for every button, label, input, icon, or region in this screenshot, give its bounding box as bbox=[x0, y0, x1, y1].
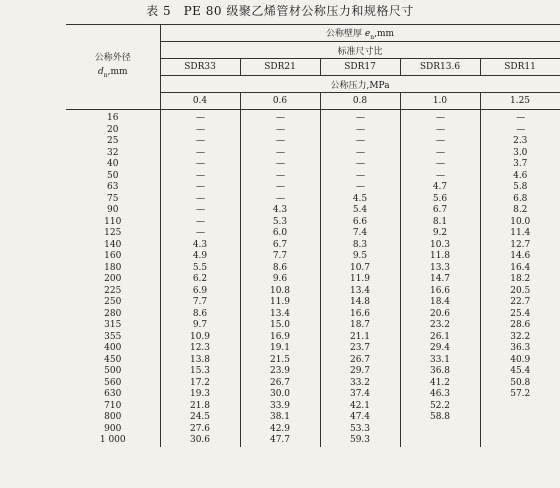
pipe-spec-table bbox=[66, 24, 560, 447]
cell-diameter: 140 bbox=[104, 239, 122, 250]
cell-diameter: 16 bbox=[107, 113, 119, 123]
header-sdr-2: SDR17 bbox=[320, 59, 400, 76]
cell-thickness: — bbox=[240, 182, 320, 194]
cell-thickness: 32.2 bbox=[480, 332, 560, 344]
cell-thickness: 3.7 bbox=[480, 159, 560, 171]
header-wall-symbol: e bbox=[364, 28, 371, 39]
cell-thickness: 29.7 bbox=[320, 366, 400, 378]
cell-thickness: 52.2 bbox=[400, 401, 480, 413]
cell-thickness: — bbox=[240, 125, 320, 137]
cell-thickness: 13.3 bbox=[400, 263, 480, 275]
cell-thickness: — bbox=[320, 125, 400, 137]
cell-thickness: 30.6 bbox=[160, 435, 240, 447]
cell-thickness: 9.5 bbox=[320, 251, 400, 263]
cell-thickness: — bbox=[160, 217, 240, 229]
cell-thickness: 50.8 bbox=[480, 378, 560, 390]
cell-diameter: 25 bbox=[107, 136, 119, 146]
table-row bbox=[66, 401, 560, 413]
cell-thickness: 11.4 bbox=[480, 228, 560, 240]
cell-diameter: 50 bbox=[107, 170, 119, 181]
cell-thickness: — bbox=[320, 110, 400, 125]
cell-thickness: 10.7 bbox=[320, 263, 400, 275]
cell-diameter: 400 bbox=[104, 343, 122, 353]
cell-thickness: 14.6 bbox=[480, 251, 560, 263]
cell-thickness: 37.4 bbox=[320, 389, 400, 401]
cell-thickness: 42.1 bbox=[320, 401, 400, 413]
table-row bbox=[66, 412, 560, 424]
header-pressure-4: 1.25 bbox=[480, 93, 560, 110]
cell-thickness: — bbox=[400, 171, 480, 183]
header-diameter-unit: ,mm bbox=[107, 67, 128, 78]
cell-thickness: — bbox=[240, 159, 320, 171]
header-wall-thickness bbox=[160, 25, 560, 42]
header-wall-unit: ,mm bbox=[374, 28, 395, 39]
cell-thickness: 8.3 bbox=[320, 240, 400, 252]
cell-diameter: 500 bbox=[104, 366, 122, 376]
cell-thickness: 19.3 bbox=[160, 389, 240, 401]
cell-thickness: — bbox=[400, 110, 480, 125]
cell-thickness: 4.3 bbox=[160, 240, 240, 252]
cell-thickness bbox=[400, 435, 480, 447]
cell-diameter: 20 bbox=[107, 124, 119, 135]
cell-thickness: 4.3 bbox=[240, 205, 320, 217]
cell-thickness: 15.0 bbox=[240, 320, 320, 332]
cell-thickness: 5.3 bbox=[240, 217, 320, 229]
cell-thickness: 8.1 bbox=[400, 217, 480, 229]
cell-thickness: — bbox=[160, 125, 240, 137]
cell-thickness: 5.5 bbox=[160, 263, 240, 275]
cell-thickness: 13.4 bbox=[320, 286, 400, 298]
cell-diameter: 560 bbox=[104, 377, 122, 388]
cell-thickness: 42.9 bbox=[240, 424, 320, 436]
cell-thickness: 14.7 bbox=[400, 274, 480, 286]
cell-thickness: 21.5 bbox=[240, 355, 320, 367]
cell-thickness: 36.8 bbox=[400, 366, 480, 378]
cell-thickness: 9.7 bbox=[160, 320, 240, 332]
header-sdr-0: SDR33 bbox=[160, 59, 240, 76]
cell-diameter: 355 bbox=[104, 331, 122, 342]
cell-thickness: 10.8 bbox=[240, 286, 320, 298]
cell-thickness: — bbox=[320, 136, 400, 148]
cell-thickness: 5.6 bbox=[400, 194, 480, 206]
header-wall-text: 公称壁厚 bbox=[326, 28, 365, 39]
header-nominal-diameter bbox=[66, 25, 160, 110]
cell-thickness: 18.7 bbox=[320, 320, 400, 332]
cell-thickness: 16.4 bbox=[480, 263, 560, 275]
header-diameter-sub: n bbox=[103, 71, 108, 79]
cell-thickness: 6.6 bbox=[320, 217, 400, 229]
cell-thickness: — bbox=[240, 194, 320, 206]
cell-thickness: — bbox=[480, 110, 560, 125]
cell-thickness: 16.6 bbox=[400, 286, 480, 298]
cell-thickness: — bbox=[400, 125, 480, 137]
cell-thickness: 23.7 bbox=[320, 343, 400, 355]
cell-thickness: — bbox=[320, 182, 400, 194]
cell-thickness: — bbox=[320, 171, 400, 183]
cell-thickness: 9.2 bbox=[400, 228, 480, 240]
cell-thickness: 33.1 bbox=[400, 355, 480, 367]
cell-thickness: — bbox=[160, 171, 240, 183]
cell-thickness: 29.4 bbox=[400, 343, 480, 355]
cell-thickness: 41.2 bbox=[400, 378, 480, 390]
table-row bbox=[66, 159, 560, 171]
cell-thickness: — bbox=[400, 136, 480, 148]
cell-diameter: 315 bbox=[104, 320, 122, 330]
cell-diameter: 900 bbox=[104, 423, 122, 434]
header-wall-sub: n bbox=[370, 33, 375, 41]
cell-thickness: 15.3 bbox=[160, 366, 240, 378]
cell-diameter: 75 bbox=[107, 193, 119, 204]
cell-thickness: 21.1 bbox=[320, 332, 400, 344]
cell-thickness: 8.2 bbox=[480, 205, 560, 217]
cell-thickness: 26.7 bbox=[240, 378, 320, 390]
cell-diameter: 710 bbox=[104, 400, 122, 411]
cell-thickness: 10.9 bbox=[160, 332, 240, 344]
cell-thickness: 47.7 bbox=[240, 435, 320, 447]
cell-thickness: 13.4 bbox=[240, 309, 320, 321]
cell-thickness: — bbox=[320, 148, 400, 160]
cell-thickness: 7.7 bbox=[240, 251, 320, 263]
cell-thickness: 6.7 bbox=[400, 205, 480, 217]
table-row bbox=[66, 389, 560, 401]
cell-thickness: — bbox=[320, 159, 400, 171]
cell-diameter: 63 bbox=[107, 182, 119, 192]
cell-thickness: 8.6 bbox=[160, 309, 240, 321]
table-row bbox=[66, 148, 560, 160]
header-pressure-2: 0.8 bbox=[320, 93, 400, 110]
cell-thickness: 20.5 bbox=[480, 286, 560, 298]
cell-thickness: — bbox=[400, 159, 480, 171]
cell-thickness bbox=[480, 412, 560, 424]
cell-thickness: 20.6 bbox=[400, 309, 480, 321]
header-diameter-symbol: d bbox=[97, 67, 104, 78]
cell-thickness: 17.2 bbox=[160, 378, 240, 390]
cell-thickness: 2.3 bbox=[480, 136, 560, 148]
cell-thickness: — bbox=[160, 136, 240, 148]
cell-thickness: 27.6 bbox=[160, 424, 240, 436]
cell-thickness bbox=[480, 435, 560, 447]
cell-thickness: 33.2 bbox=[320, 378, 400, 390]
cell-thickness: 4.9 bbox=[160, 251, 240, 263]
cell-thickness: 6.7 bbox=[240, 240, 320, 252]
table-row bbox=[66, 136, 560, 148]
cell-thickness bbox=[480, 424, 560, 436]
cell-thickness: 7.7 bbox=[160, 297, 240, 309]
cell-thickness: — bbox=[160, 194, 240, 206]
cell-thickness: 33.9 bbox=[240, 401, 320, 413]
cell-thickness: 38.1 bbox=[240, 412, 320, 424]
header-sdr: 标准尺寸比 bbox=[160, 42, 560, 59]
cell-thickness: 3.0 bbox=[480, 148, 560, 160]
cell-diameter: 1 000 bbox=[99, 435, 126, 445]
table-row bbox=[66, 125, 560, 137]
table-row bbox=[66, 297, 560, 309]
cell-thickness: 53.3 bbox=[320, 424, 400, 436]
cell-diameter: 125 bbox=[104, 228, 122, 238]
cell-thickness: 14.8 bbox=[320, 297, 400, 309]
cell-thickness: 16.6 bbox=[320, 309, 400, 321]
table-row bbox=[66, 435, 560, 447]
cell-thickness: 13.8 bbox=[160, 355, 240, 367]
cell-thickness: 10.0 bbox=[480, 217, 560, 229]
table-row bbox=[66, 274, 560, 286]
cell-thickness: — bbox=[240, 171, 320, 183]
cell-thickness: 36.3 bbox=[480, 343, 560, 355]
cell-diameter: 200 bbox=[104, 274, 122, 284]
table-row bbox=[66, 110, 560, 125]
table-row bbox=[66, 286, 560, 298]
cell-thickness: 4.5 bbox=[320, 194, 400, 206]
cell-thickness: 30.0 bbox=[240, 389, 320, 401]
cell-thickness: 8.6 bbox=[240, 263, 320, 275]
table-row bbox=[66, 263, 560, 275]
header-pressure: 公称压力,MPa bbox=[160, 76, 560, 93]
cell-thickness: — bbox=[160, 148, 240, 160]
cell-thickness: 26.7 bbox=[320, 355, 400, 367]
cell-thickness: 18.4 bbox=[400, 297, 480, 309]
cell-thickness: 6.0 bbox=[240, 228, 320, 240]
table-row bbox=[66, 424, 560, 436]
table-row bbox=[66, 171, 560, 183]
cell-thickness bbox=[400, 424, 480, 436]
cell-thickness: 6.8 bbox=[480, 194, 560, 206]
table-row bbox=[66, 251, 560, 263]
cell-thickness: 5.4 bbox=[320, 205, 400, 217]
cell-diameter: 250 bbox=[104, 297, 122, 307]
cell-thickness: 46.3 bbox=[400, 389, 480, 401]
cell-thickness: 45.4 bbox=[480, 366, 560, 378]
header-pressure-3: 1.0 bbox=[400, 93, 480, 110]
cell-thickness: 18.2 bbox=[480, 274, 560, 286]
cell-thickness: 21.8 bbox=[160, 401, 240, 413]
table-row bbox=[66, 378, 560, 390]
cell-thickness: 26.1 bbox=[400, 332, 480, 344]
table-row bbox=[66, 205, 560, 217]
cell-thickness: 28.6 bbox=[480, 320, 560, 332]
cell-diameter: 450 bbox=[104, 354, 122, 365]
cell-thickness: 6.9 bbox=[160, 286, 240, 298]
table-row bbox=[66, 217, 560, 229]
header-sdr-4: SDR11 bbox=[480, 59, 560, 76]
cell-diameter: 160 bbox=[104, 251, 122, 261]
table-row bbox=[66, 355, 560, 367]
cell-thickness: 4.6 bbox=[480, 171, 560, 183]
cell-thickness: 40.9 bbox=[480, 355, 560, 367]
cell-thickness: 23.9 bbox=[240, 366, 320, 378]
table-row bbox=[66, 228, 560, 240]
cell-thickness: — bbox=[160, 228, 240, 240]
cell-thickness: 7.4 bbox=[320, 228, 400, 240]
cell-diameter: 800 bbox=[104, 412, 122, 422]
cell-thickness: 59.3 bbox=[320, 435, 400, 447]
cell-thickness bbox=[480, 401, 560, 413]
cell-thickness: 16.9 bbox=[240, 332, 320, 344]
cell-thickness: — bbox=[160, 205, 240, 217]
cell-thickness: 47.4 bbox=[320, 412, 400, 424]
cell-thickness: — bbox=[240, 136, 320, 148]
cell-thickness: 11.8 bbox=[400, 251, 480, 263]
table-row bbox=[66, 309, 560, 321]
cell-thickness: 12.7 bbox=[480, 240, 560, 252]
cell-thickness: — bbox=[480, 125, 560, 137]
cell-thickness: 24.5 bbox=[160, 412, 240, 424]
table-row bbox=[66, 182, 560, 194]
header-sdr-1: SDR21 bbox=[240, 59, 320, 76]
table-row bbox=[66, 332, 560, 344]
table-row bbox=[66, 366, 560, 378]
cell-thickness: 58.8 bbox=[400, 412, 480, 424]
cell-thickness: 22.7 bbox=[480, 297, 560, 309]
cell-thickness: 11.9 bbox=[240, 297, 320, 309]
cell-diameter: 110 bbox=[104, 216, 122, 227]
table-row bbox=[66, 240, 560, 252]
cell-thickness: 19.1 bbox=[240, 343, 320, 355]
cell-thickness: 25.4 bbox=[480, 309, 560, 321]
header-pressure-0: 0.4 bbox=[160, 93, 240, 110]
cell-diameter: 225 bbox=[104, 285, 122, 296]
cell-thickness: — bbox=[160, 159, 240, 171]
cell-thickness: 6.2 bbox=[160, 274, 240, 286]
cell-diameter: 280 bbox=[104, 308, 122, 319]
cell-thickness: — bbox=[160, 182, 240, 194]
table-row bbox=[66, 194, 560, 206]
header-pressure-1: 0.6 bbox=[240, 93, 320, 110]
table-title: 表 5 PE 80 级聚乙烯管材公称压力和规格尺寸 bbox=[146, 4, 414, 18]
table-row bbox=[66, 320, 560, 332]
cell-diameter: 90 bbox=[107, 205, 119, 215]
cell-thickness: 23.2 bbox=[400, 320, 480, 332]
cell-thickness: — bbox=[240, 110, 320, 125]
cell-thickness: 10.3 bbox=[400, 240, 480, 252]
cell-diameter: 32 bbox=[107, 147, 119, 158]
table-row bbox=[66, 343, 560, 355]
cell-thickness: 5.8 bbox=[480, 182, 560, 194]
cell-diameter: 180 bbox=[104, 262, 122, 273]
cell-diameter: 630 bbox=[104, 389, 122, 399]
header-nominal-diameter-line1: 公称外径 bbox=[94, 53, 131, 64]
cell-diameter: 40 bbox=[107, 159, 119, 169]
cell-thickness: — bbox=[240, 148, 320, 160]
cell-thickness: 4.7 bbox=[400, 182, 480, 194]
cell-thickness: 11.9 bbox=[320, 274, 400, 286]
cell-thickness: — bbox=[400, 148, 480, 160]
cell-thickness: 57.2 bbox=[480, 389, 560, 401]
cell-thickness: — bbox=[160, 110, 240, 125]
header-sdr-3: SDR13.6 bbox=[400, 59, 480, 76]
cell-thickness: 9.6 bbox=[240, 274, 320, 286]
cell-thickness: 12.3 bbox=[160, 343, 240, 355]
